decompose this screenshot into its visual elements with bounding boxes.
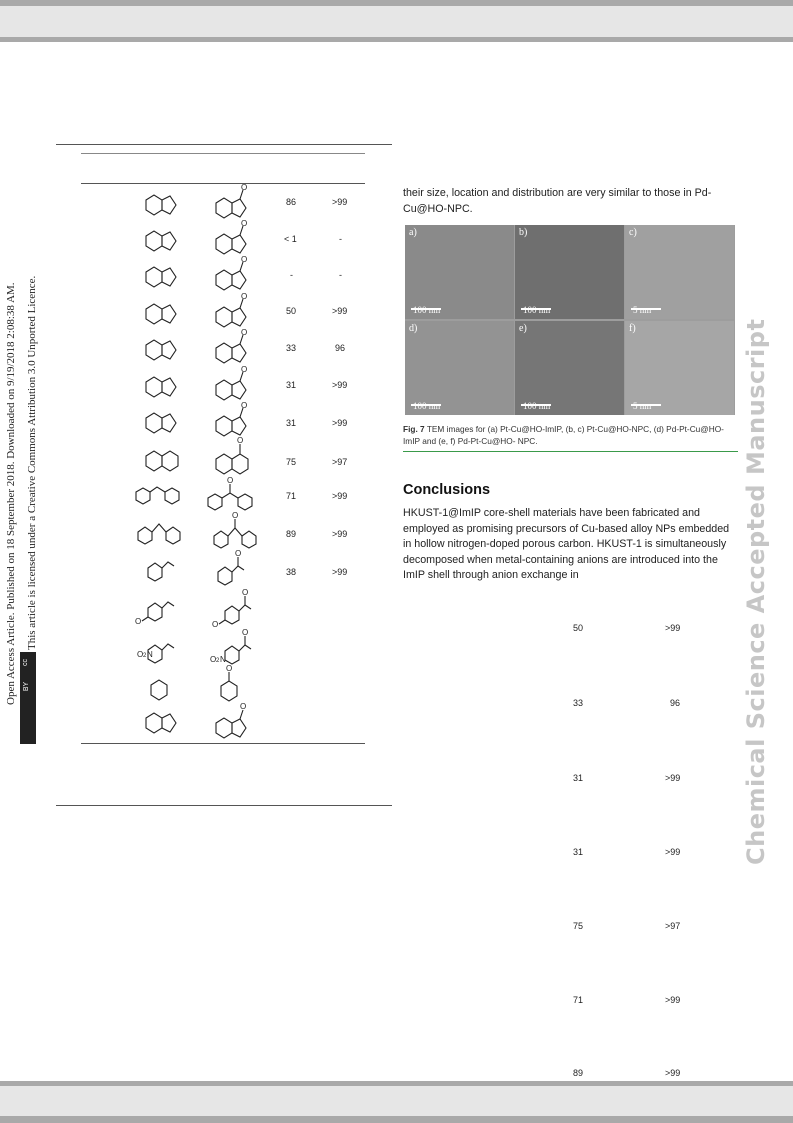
by-label: BY [23,681,31,692]
oxygen-label: O [240,702,247,711]
oxygen-label: O [241,328,248,337]
nitro-n-label: N [147,650,153,659]
selectivity-value: - [339,234,342,244]
conversion-value: 89 [286,529,297,539]
licence-notice: This article is licensed under a Creative Commons Attribution 3.0 Unported Licence. [26,275,38,650]
selectivity-value: >99 [665,995,681,1005]
figure-caption-text: TEM images for (a) Pt-Cu@HO-ImIP, (b, c) Pt-Cu@HO-NPC, (d) Pd-Pt-Cu@HO-ImIP and (e, f) Pd-Pt-Cu@HO- NPC. [403,424,724,446]
conversion-value: 31 [573,847,584,857]
cc-label: cc [22,659,29,666]
conversion-value: 71 [286,491,297,501]
selectivity-value: >99 [665,1068,681,1078]
selectivity-value: >99 [665,847,681,857]
selectivity-value: >99 [665,623,681,633]
conversion-value: 50 [573,623,584,633]
figure-caption [403,423,738,447]
nitro-o-label: O [210,655,217,664]
figure-panel-e: e) 100 nm [515,321,624,415]
selectivity-value: 96 [335,343,346,353]
conversion-value: 89 [573,1068,584,1078]
oxygen-label: O [232,511,239,520]
conversion-value: 38 [286,567,297,577]
figure-panel-b: b) 100 nm [515,225,624,319]
selectivity-value: >99 [332,306,348,316]
conversion-value: - [290,270,293,280]
figure-caption-label: Fig. 7 [403,424,425,434]
conversion-value: 50 [286,306,297,316]
figure-panel-a: a) 100 nm [405,225,514,319]
conversion-value: 75 [286,457,297,467]
selectivity-value: >99 [332,380,348,390]
figure-panel-f: f) 5 nm [625,321,734,415]
body-paragraph-2: HKUST-1@ImIP core-shell materials have been fabricated and employed as promising precursors of Cu-based alloy NPs embedded in hollow nitrogen-doped porous carbon. HKUST-1 is simultaneously decomposed when metal-containing anions are introduced into the ImIP shell through anion exchange in [403,507,730,581]
section-heading: Conclusions [403,482,491,498]
tem-figure [405,225,735,415]
open-access-notice: Open Access Article. Published on 18 September 2018. Downloaded on 9/19/2018 2:08:38 AM. [5,282,17,705]
methoxy-o-label: O [212,620,219,629]
oxygen-label: O [241,219,248,228]
oxygen-label: O [242,628,249,637]
conversion-value: 75 [573,921,584,931]
selectivity-value: >99 [332,491,348,501]
oxygen-label: O [226,664,233,673]
accepted-manuscript-watermark: Chemical Science Accepted Manuscript [742,318,770,865]
selectivity-value: >99 [332,567,348,577]
selectivity-value: >99 [332,529,348,539]
oxygen-label: O [237,436,244,445]
conversion-value: 33 [286,343,297,353]
selectivity-value: >97 [332,457,348,467]
oxygen-label: O [227,476,234,485]
oxygen-label: O [235,549,242,558]
oxygen-label: O [241,183,248,192]
oxygen-label: O [241,292,248,301]
selectivity-value: 96 [670,698,681,708]
conversion-value: 31 [286,418,297,428]
oxygen-label: O [241,365,248,374]
footer-band [0,1081,793,1123]
selectivity-value: >99 [665,773,681,783]
oxygen-label: O [242,588,249,597]
oxygen-label: O [241,255,248,264]
nitro-sub-label: 2 [216,658,220,664]
conversion-value: 31 [573,773,584,783]
nitro-sub-label: 2 [143,653,147,659]
nitro-n-label: N [220,655,226,664]
table-frame-rule [56,805,392,806]
selectivity-value: - [339,270,342,280]
methoxy-o-label: O [135,617,142,626]
selectivity-value: >99 [332,418,348,428]
selectivity-value: >97 [665,921,681,931]
indane-icon [146,195,176,215]
body-paragraph-1: their size, location and distribution are very similar to those in Pd-Cu@HO-NPC. [403,187,712,215]
caption-divider [403,451,738,452]
figure-panel-d: d) 100 nm [405,321,514,415]
oxygen-label: O [241,401,248,410]
nitro-o-label: O [137,650,144,659]
conversion-value: 86 [286,197,297,207]
conversion-value: 33 [573,698,584,708]
conversion-value: 31 [286,380,297,390]
conversion-value: < 1 [284,234,297,244]
selectivity-value: >99 [332,197,348,207]
figure-panel-c: c) 5 nm [625,225,734,319]
conversion-value: 71 [573,995,584,1005]
